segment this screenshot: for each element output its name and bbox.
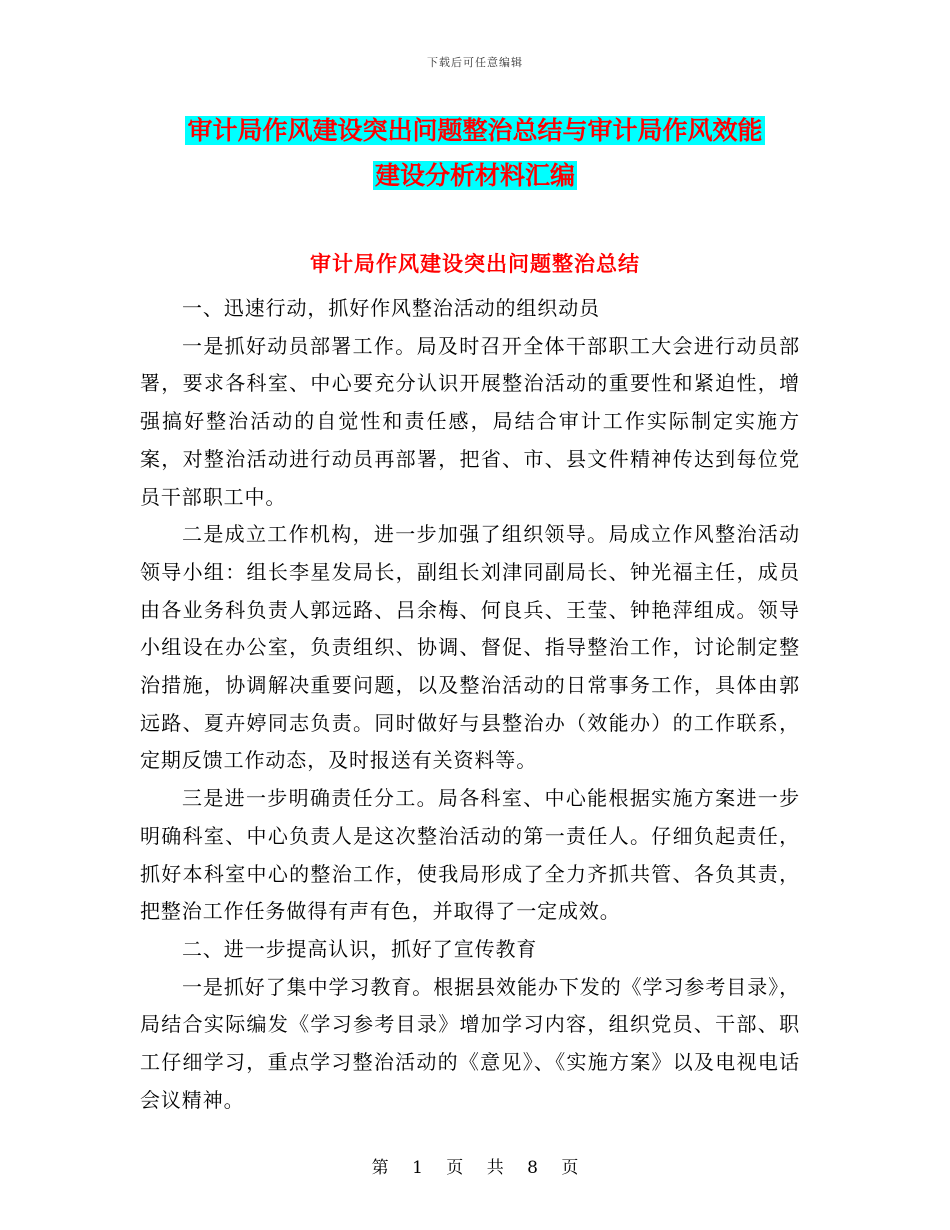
document-title bbox=[130, 108, 820, 198]
paragraph: 二、进一步提高认识，抓好了宣传教育 bbox=[182, 936, 538, 961]
page-header-note: 下载后可任意编辑 bbox=[427, 56, 523, 69]
page-current-number: 1 bbox=[412, 1158, 423, 1178]
section-title: 审计局作风建设突出问题整治总结 bbox=[310, 251, 640, 276]
page-label-mid1: 页 bbox=[446, 1158, 464, 1178]
paragraph: 一是抓好动员部署工作。局及时召开全体干部职工大会进行动员部署，要求各科室、中心要充分认识开展整治活动的重要性和紧迫性，增强搞好整治活动的自觉性和责任感，局结合审计工作实际制定实施方案，对整治活动进行动员再部署，把省、市、县文件精神传达到每位党员干部职工中。 bbox=[140, 333, 800, 509]
page-footer bbox=[0, 1153, 950, 1178]
document-body bbox=[140, 290, 800, 1119]
paragraph: 二是成立工作机构，进一步加强了组织领导。局成立作风整治活动领导小组：组长李星发局长，副组长刘津同副局长、钟光福主任，成员由各业务科负责人郭远路、吕余梅、何良兵、王莹、钟艳萍组成。领导小组设在办公室，负责组织、协调、督促、指导整治工作，讨论制定整治措施，协调解决重要问题，以及整治活动的日常事务工作，具体由郭远路、夏卉婷同志负责。同时做好与县整治办（效能办）的工作联系，定期反馈工作动态，及时报送有关资料等。 bbox=[140, 522, 800, 773]
page-total-number: 8 bbox=[527, 1158, 538, 1178]
page-label-prefix: 第 bbox=[371, 1158, 389, 1178]
paragraph: 三是进一步明确责任分工。局各科室、中心能根据实施方案进一步明确科室、中心负责人是这次整治活动的第一责任人。仔细负起责任，抓好本科室中心的整治工作，使我局形成了全力齐抓共管、各负其责，把整治工作任务做得有声有色，并取得了一定成效。 bbox=[140, 786, 800, 924]
document-title-line1: 审计局作风建设突出问题整治总结与审计局作风效能 bbox=[187, 116, 763, 145]
paragraph: 一是抓好了集中学习教育。根据县效能办下发的《学习参考目录》，局结合实际编发《学习参考目录》增加学习内容，组织党员、干部、职工仔细学习，重点学习整治活动的《意见》、《实施方案》以及电视电话会议精神。 bbox=[140, 974, 800, 1112]
page-label-mid2: 共 bbox=[486, 1158, 504, 1178]
page-label-suffix: 页 bbox=[561, 1158, 579, 1178]
paragraph: 一、迅速行动，抓好作风整治活动的组织动员 bbox=[182, 296, 600, 320]
document-title-line2: 建设分析材料汇编 bbox=[374, 161, 575, 190]
